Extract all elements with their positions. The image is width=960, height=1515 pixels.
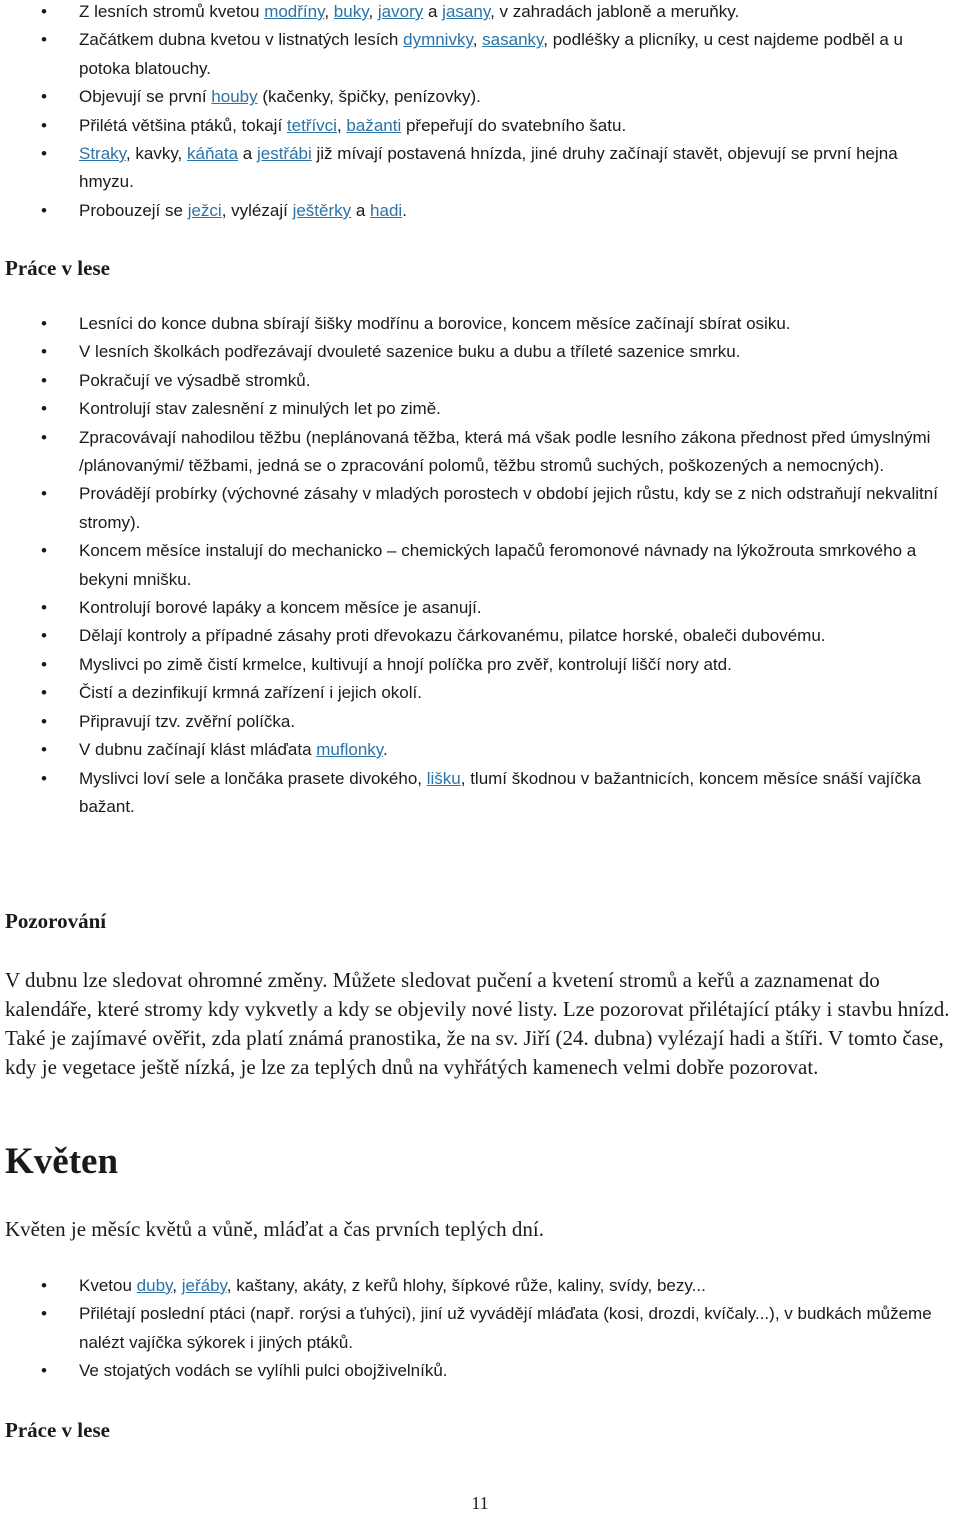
item-text: Probouzejí se: [79, 200, 188, 220]
item-text: Myslivci loví sele a lončáka prasete divokého,: [79, 768, 427, 788]
item-text: Ve stojatých vodách se vylíhli pulci obojživelníků.: [79, 1361, 448, 1381]
list-item: [0, 26, 960, 83]
list-item: [0, 83, 960, 111]
item-text: ,: [324, 2, 334, 21]
bullet-icon: •: [41, 711, 47, 731]
inline-link[interactable]: modříny: [264, 2, 325, 21]
bullet-icon: •: [41, 654, 47, 674]
inline-link[interactable]: káňata: [187, 144, 239, 164]
item-text: Dělají kontroly a případné zásahy proti dřevokazu čárkovanému, pilatce horské, obaleči dubovému.: [79, 626, 826, 646]
spring-nature-list: [0, 0, 960, 225]
inline-link[interactable]: dymnivky: [403, 30, 473, 50]
list-item: [0, 622, 960, 650]
section-heading-observation: Pozorování: [5, 909, 107, 933]
list-item: [0, 537, 960, 594]
item-text: Kontrolují borové lapáky a koncem měsíce je asanují.: [79, 598, 482, 618]
bullet-icon: •: [41, 740, 47, 760]
list-item: [0, 708, 960, 736]
page-number: 11: [471, 1493, 489, 1513]
section-title-may: Květen: [5, 1141, 119, 1182]
item-text: Čistí a dezinfikují krmná zařízení i jejich okolí.: [79, 683, 422, 703]
forest-work-list: [0, 310, 960, 821]
bullet-icon: •: [41, 115, 47, 135]
list-item: [0, 197, 960, 225]
inline-link[interactable]: javory: [377, 2, 424, 21]
item-text: .: [402, 200, 407, 220]
item-text: a: [423, 2, 443, 21]
bullet-icon: •: [41, 427, 47, 447]
bullet-icon: •: [41, 30, 47, 50]
inline-link[interactable]: ještěrky: [292, 200, 352, 220]
item-text: (kačenky, špičky, penízovky).: [257, 87, 481, 107]
item-text: , kaštany, akáty, z keřů hlohy, šípkové růže, kaliny, svídy, bezy...: [226, 1276, 706, 1295]
list-item: [0, 736, 960, 764]
item-text: ,: [336, 115, 347, 135]
bullet-icon: •: [41, 598, 47, 618]
list-item: [0, 112, 960, 140]
item-text: Myslivci po zimě čistí krmelce, kultivují a hnojí políčka pro zvěř, kontrolují liščí nory atd.: [79, 654, 732, 674]
observation-paragraph: V dubnu lze sledovat ohromné změny. Můžete sledovat pučení a kvetení stromů a keřů a zaznamenat do kalendáře, které stromy kdy vykvetly a kdy se objevily nové listy. Lze pozorovat přilétající ptáky i stavbu hnízd. Také je zajímavé ověřit, zda platí známá pranostika, že na sv. Jiří (24. dubna) vylézají hadi a štíři. V tomto čase, kdy je vegetace ještě nízká, je lze za teplých dnů na vyhřátých kamenech velmi dobře pozorovat.: [5, 968, 950, 1079]
inline-link[interactable]: hadi: [370, 200, 403, 220]
item-text: , v zahradách jabloně a meruňky.: [490, 2, 740, 21]
bullet-icon: •: [41, 2, 47, 21]
bullet-icon: •: [41, 1361, 47, 1381]
list-item: [0, 310, 960, 338]
inline-link[interactable]: jasany: [442, 2, 491, 21]
inline-link[interactable]: sasanky: [482, 30, 544, 50]
inline-link[interactable]: jestřábi: [256, 144, 312, 164]
section-heading-forest-work-april: Práce v lese: [5, 256, 110, 280]
item-text: Přilétá většina ptáků, tokají: [79, 115, 287, 135]
bullet-icon: •: [41, 399, 47, 419]
item-text: ,: [368, 2, 378, 21]
list-item: [0, 594, 960, 622]
item-text: , tlumí škodnou v bažantnicích, koncem měsíce snáší vajíčka bažant.: [79, 768, 921, 816]
bullet-icon: •: [41, 683, 47, 703]
item-text: Provádějí probírky (výchovné zásahy v mladých porostech v období jejich růstu, kdy se z nich odstraňují nekvalitní stromy).: [79, 484, 938, 532]
bullet-icon: •: [41, 626, 47, 646]
item-text: V lesních školkách podřezávají dvouleté sazenice buku a dubu a tříleté sazenice smrku.: [79, 342, 741, 362]
item-text: , podléšky a plicníky, u cest najdeme podběl a u potoka blatouchy.: [79, 30, 903, 78]
bullet-icon: •: [41, 541, 47, 561]
inline-link[interactable]: duby: [136, 1276, 173, 1295]
item-text: ,: [172, 1276, 182, 1295]
item-text: Pokračují ve výsadbě stromků.: [79, 370, 311, 390]
list-item: [0, 679, 960, 707]
item-text: již mívají postavená hnízda, jiné druhy začínají stavět, objevují se první hejna hmyzu.: [79, 144, 898, 192]
bullet-icon: •: [41, 314, 47, 333]
inline-link[interactable]: buky: [333, 2, 369, 21]
bullet-icon: •: [41, 484, 47, 504]
item-text: , vylézají: [221, 200, 293, 220]
inline-link[interactable]: muflonky: [316, 740, 384, 760]
item-text: a: [238, 144, 257, 164]
item-text: , kavky,: [125, 144, 188, 164]
item-text: Připravují tzv. zvěřní políčka.: [79, 711, 296, 731]
item-text: Přilétají poslední ptáci (např. rorýsi a ťuhýci), jiní už vyvádějí mláďata (kosi, drozdi, kvíčaly...), v budkách můžeme nalézt vajíčka sýkorek i jiných ptáků.: [79, 1304, 932, 1352]
item-text: Objevují se první: [79, 87, 212, 107]
list-item: [0, 765, 960, 822]
may-nature-list: [0, 1272, 960, 1386]
item-text: Z lesních stromů kvetou: [79, 2, 265, 21]
bullet-icon: •: [41, 144, 47, 164]
item-text: Koncem měsíce instalují do mechanicko – chemických lapačů feromonové návnady na lýkožrouta smrkového a bekyni mnišku.: [79, 541, 917, 589]
list-item: [0, 1357, 960, 1385]
item-text: Zpracovávají nahodilou těžbu (neplánovaná těžba, která má však podle lesního zákona přednost před úmyslnými /plánovanými/ těžbami, jedná se o zpracování polomů, těžbu stromů suchých, poškozených a nemocných).: [79, 427, 931, 476]
item-text: V dubnu začínají klást mláďata: [79, 740, 317, 760]
bullet-icon: •: [41, 768, 47, 788]
inline-link[interactable]: tetřívci: [286, 115, 337, 135]
inline-link[interactable]: houby: [211, 87, 258, 107]
bullet-icon: •: [41, 1276, 47, 1295]
item-text: .: [383, 740, 388, 760]
list-item: [0, 140, 960, 197]
item-text: Začátkem dubna kvetou v listnatých lesích: [79, 30, 404, 50]
item-text: a: [351, 200, 371, 220]
bullet-icon: •: [41, 87, 47, 107]
list-item: [0, 1272, 960, 1300]
list-item: [0, 0, 960, 26]
list-item: [0, 367, 960, 395]
item-text: ,: [472, 30, 483, 50]
inline-link[interactable]: bažanti: [346, 115, 402, 135]
list-item: [0, 651, 960, 679]
inline-link[interactable]: lišku: [426, 768, 461, 788]
list-item: [0, 338, 960, 366]
bullet-icon: •: [41, 1304, 47, 1324]
item-text: Kvetou: [79, 1276, 137, 1295]
section-heading-forest-work-may: Práce v lese: [5, 1418, 110, 1442]
item-text: Kontrolují stav zalesnění z minulých let po zimě.: [79, 399, 441, 419]
bullet-icon: •: [41, 370, 47, 390]
list-item: [0, 395, 960, 423]
list-item: [0, 424, 960, 481]
bullet-icon: •: [41, 200, 47, 220]
inline-link[interactable]: jeřáby: [181, 1276, 227, 1295]
inline-link[interactable]: ježci: [187, 200, 222, 220]
item-text: Lesníci do konce dubna sbírají šišky modřínu a borovice, koncem měsíce začínají sbírat osiku.: [79, 314, 791, 333]
inline-link[interactable]: Straky: [79, 144, 126, 164]
bullet-icon: •: [41, 342, 47, 362]
list-item: [0, 480, 960, 537]
may-intro-paragraph: Květen je měsíc květů a vůně, mláďat a čas prvních teplých dní.: [5, 1217, 544, 1241]
list-item: [0, 1300, 960, 1357]
item-text: přepeřují do svatebního šatu.: [401, 115, 627, 135]
